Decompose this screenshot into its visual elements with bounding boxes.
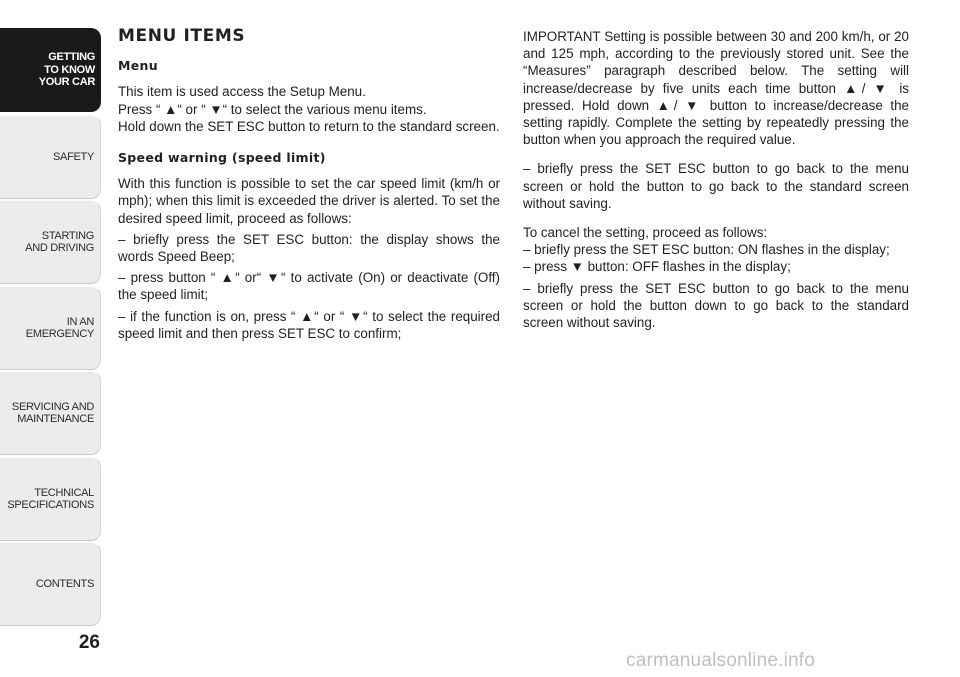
important-note: IMPORTANT Setting is possible between 30 and 200 km/h, or 20 and 125 mph, according to the previously stored unit. See the “Measures” paragraph described below. The setting will increase/decrease by five units each time button ▲/ ▼ is pressed. Hold down ▲/ ▼ button to increase/decrease the setting rapidly. Complete the setting by repeatedly pressing the button when you approach the required value.	[523, 29, 909, 148]
tab-contents[interactable]	[0, 542, 101, 626]
left-column	[118, 28, 500, 346]
tab-label-line: MAINTENANCE	[17, 413, 94, 425]
tab-servicing-and-maintenance[interactable]	[0, 371, 101, 455]
instruction-paragraph: – briefly press the SET ESC button to go back to the menu screen or hold the button down to go back to the standard screen without saving.	[523, 280, 909, 331]
menu-heading: Menu	[118, 58, 158, 74]
tab-label-line: SERVICING AND	[11, 400, 94, 413]
tab-label-line: STARTING	[41, 229, 94, 242]
tab-label-line: AND DRIVING	[25, 242, 94, 254]
tab-technical-specifications[interactable]	[0, 457, 101, 541]
tab-getting-to-know-your-car[interactable]	[0, 28, 101, 112]
page-number: 26	[78, 632, 100, 653]
tab-label-line: IN AN	[66, 315, 94, 328]
tab-in-an-emergency[interactable]	[0, 286, 101, 370]
tab-label-line: GETTING	[48, 51, 95, 64]
speed-warning-heading: Speed warning (speed limit)	[118, 150, 326, 166]
speed-paragraph: – briefly press the SET ESC button: the display shows the words Speed Beep;	[118, 231, 500, 265]
chapter-sidebar	[0, 0, 104, 640]
instruction-paragraph: – press ▼ button: OFF flashes in the display;	[523, 259, 791, 275]
menu-paragraph: Press “ ▲“ or “ ▼“ to select the various menu items.	[118, 101, 427, 117]
speed-paragraph: With this function is possible to set the car speed limit (km/h or mph); when this limit is exceeded the driver is alerted. To set the desired speed limit, proceed as follows:	[118, 176, 500, 226]
menu-paragraph: This item is used access the Setup Menu.	[118, 84, 366, 100]
tab-starting-and-driving[interactable]	[0, 200, 101, 284]
instruction-paragraph: – briefly press the SET ESC button: ON flashes in the display;	[523, 242, 890, 258]
tab-label-line: TECHNICAL	[34, 486, 94, 499]
instruction-paragraph: To cancel the setting, proceed as follows:	[523, 225, 768, 241]
section-title: MENU ITEMS	[118, 26, 246, 46]
tab-label-line: CONTENTS	[35, 577, 94, 590]
tab-label-line: SAFETY	[53, 150, 94, 163]
instruction-paragraph: – briefly press the SET ESC button to go back to the menu screen or hold the button to go back to the standard screen without saving.	[523, 161, 909, 211]
tab-label-line: YOUR CAR	[38, 76, 95, 89]
tab-label-line: SPECIFICATIONS	[7, 499, 94, 511]
tab-label-line: EMERGENCY	[25, 328, 94, 340]
menu-paragraph: Hold down the SET ESC button to return to the standard screen.	[118, 118, 500, 134]
tab-safety[interactable]	[0, 115, 101, 199]
speed-paragraph: – if the function is on, press “ ▲“ or “ ▼“ to select the required speed limit and then press SET ESC to confirm;	[118, 308, 500, 341]
speed-paragraph: – press button “ ▲“ or“ ▼“ to activate (On) or deactivate (Off) the speed limit;	[118, 270, 500, 303]
watermark: carmanualsonline.info	[626, 650, 816, 671]
right-column	[523, 28, 909, 335]
tab-label-line: TO KNOW	[44, 63, 95, 76]
